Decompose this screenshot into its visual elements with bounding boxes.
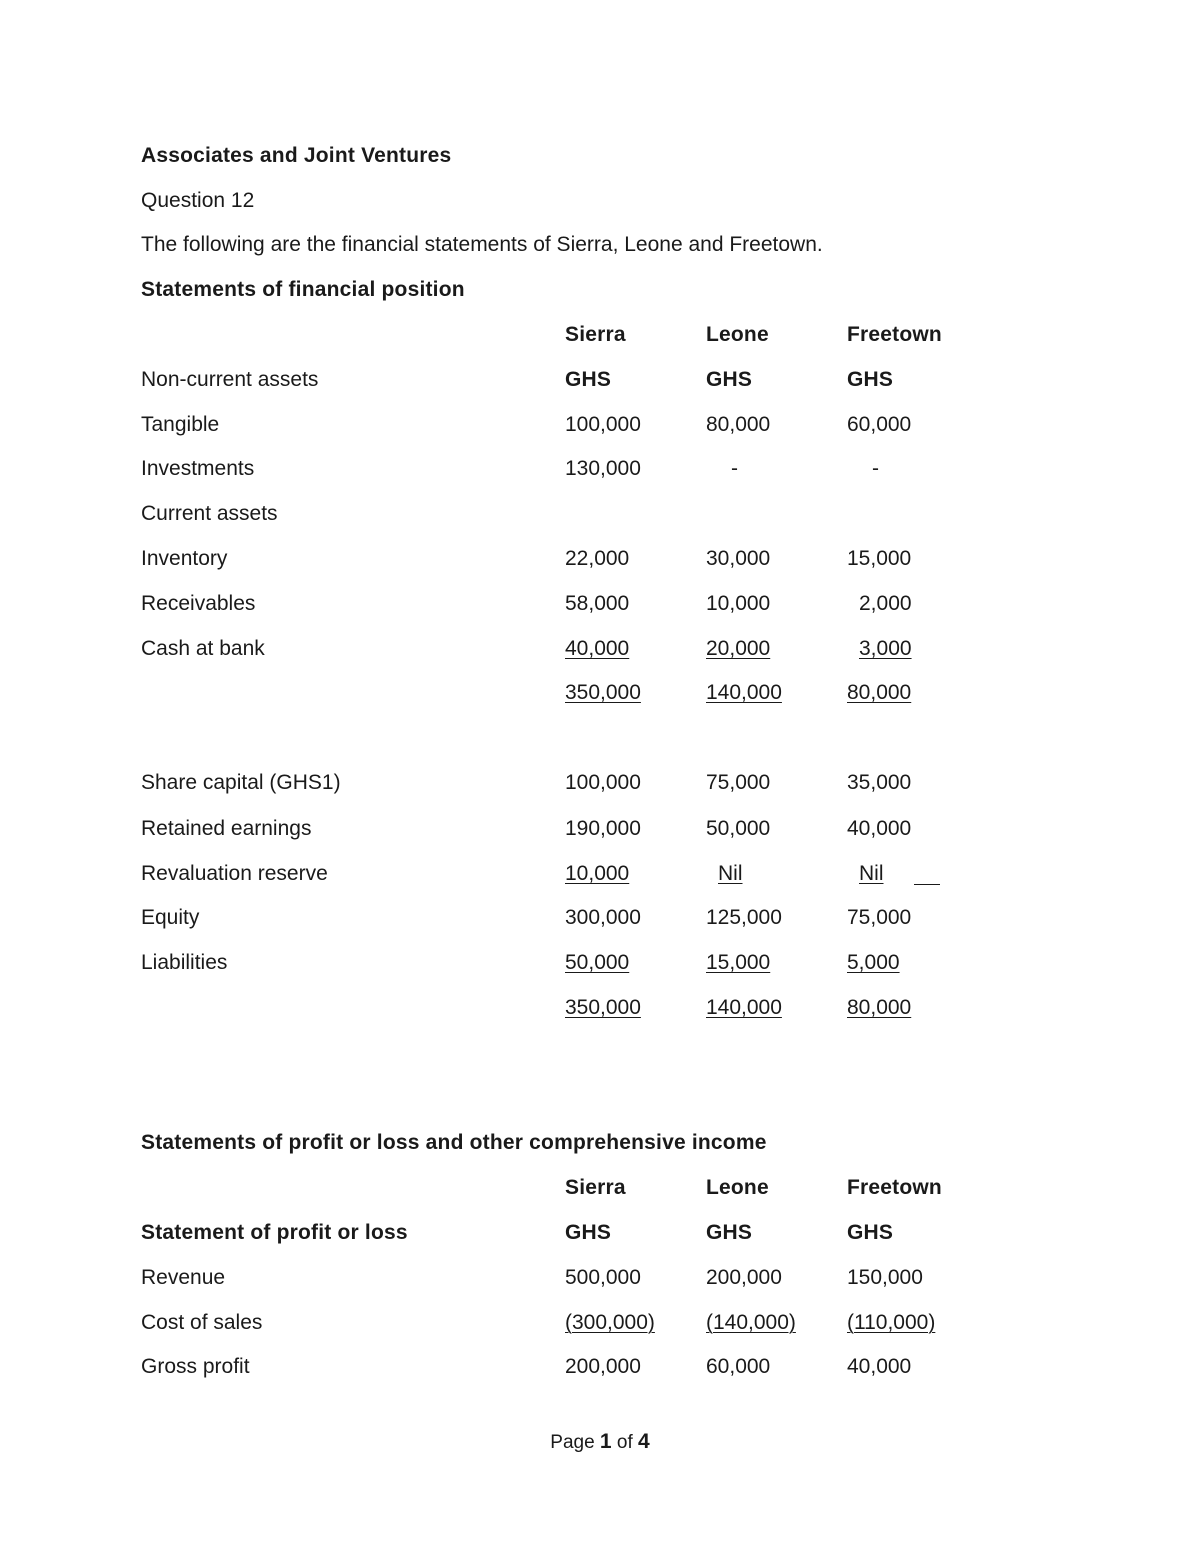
total-sierra: 350,000	[565, 996, 641, 1019]
table-row	[0, 770, 1200, 796]
value-leone: 80,000	[706, 413, 771, 436]
table-row	[0, 1310, 1200, 1336]
currency-sierra: GHS	[565, 368, 612, 391]
value-leone: -	[731, 457, 738, 480]
table-row	[0, 816, 1200, 842]
col-header-leone: Leone	[706, 1176, 769, 1199]
sofp-header-row	[0, 322, 1200, 348]
table-row	[0, 950, 1200, 976]
row-label: Equity	[141, 906, 200, 929]
col-header-freetown: Freetown	[847, 1176, 942, 1199]
table-row	[0, 412, 1200, 438]
currency-leone: GHS	[706, 368, 753, 391]
total-freetown: 80,000	[847, 681, 912, 704]
row-label: Receivables	[141, 592, 256, 615]
row-label: Cost of sales	[141, 1311, 263, 1334]
value-sierra: 300,000	[565, 906, 641, 929]
value-leone: (140,000)	[706, 1311, 796, 1334]
question-number: Question 12	[141, 189, 255, 212]
value-freetown: 40,000	[847, 817, 912, 840]
value-freetown: 150,000	[847, 1266, 923, 1289]
intro-text: The following are the financial statements of Sierra, Leone and Freetown.	[141, 233, 823, 256]
col-header-freetown: Freetown	[847, 323, 942, 346]
value-sierra: 58,000	[565, 592, 630, 615]
total-freetown: 80,000	[847, 996, 912, 1019]
sofp-title: Statements of financial position	[141, 278, 465, 301]
currency-freetown: GHS	[847, 1221, 894, 1244]
currency-leone: GHS	[706, 1221, 753, 1244]
value-sierra: 200,000	[565, 1355, 641, 1378]
value-freetown: 15,000	[847, 547, 912, 570]
row-label: Retained earnings	[141, 817, 312, 840]
row-label: Inventory	[141, 547, 228, 570]
total-row	[0, 995, 1200, 1021]
table-row	[0, 861, 1200, 887]
row-label: Liabilities	[141, 951, 228, 974]
value-leone: 30,000	[706, 547, 771, 570]
total-sierra: 350,000	[565, 681, 641, 704]
value-leone: 10,000	[706, 592, 771, 615]
value-freetown: 2,000	[859, 592, 912, 615]
row-label: Current assets	[141, 502, 278, 525]
value-leone: Nil	[718, 862, 743, 885]
row-label: Revenue	[141, 1266, 226, 1289]
table-row	[0, 636, 1200, 662]
col-header-leone: Leone	[706, 323, 769, 346]
value-leone: 200,000	[706, 1266, 782, 1289]
table-row	[0, 546, 1200, 572]
value-freetown: 40,000	[847, 1355, 912, 1378]
value-leone: 125,000	[706, 906, 782, 929]
total-pages-number: 4	[638, 1430, 650, 1453]
page-footer	[0, 1430, 1200, 1455]
table-row	[0, 591, 1200, 617]
value-sierra: (300,000)	[565, 1311, 655, 1334]
value-freetown: 35,000	[847, 771, 912, 794]
sopl-title: Statements of profit or loss and other comprehensive income	[141, 1131, 767, 1154]
value-freetown: 60,000	[847, 413, 912, 436]
row-label: Non-current assets	[141, 368, 319, 391]
page-word: Page	[550, 1432, 595, 1453]
row-label: Investments	[141, 457, 255, 480]
sopl-currency-row	[0, 1220, 1200, 1246]
value-sierra: 130,000	[565, 457, 641, 480]
value-sierra: 100,000	[565, 413, 641, 436]
of-word: of	[616, 1432, 633, 1453]
table-row	[0, 1265, 1200, 1291]
table-row	[0, 501, 1200, 527]
value-sierra: 100,000	[565, 771, 641, 794]
value-leone: 15,000	[706, 951, 771, 974]
currency-sierra: GHS	[565, 1221, 612, 1244]
currency-freetown: GHS	[847, 368, 894, 391]
sofp-currency-row	[0, 367, 1200, 393]
sopl-header-row	[0, 1175, 1200, 1201]
underline-rule	[914, 884, 940, 885]
value-freetown: 75,000	[847, 906, 912, 929]
total-row	[0, 680, 1200, 706]
row-label: Tangible	[141, 413, 220, 436]
value-freetown: (110,000)	[847, 1311, 936, 1334]
table-row	[0, 456, 1200, 482]
value-sierra: 40,000	[565, 637, 630, 660]
current-page-number: 1	[599, 1430, 612, 1453]
row-label: Revaluation reserve	[141, 862, 328, 885]
document-heading: Associates and Joint Ventures	[141, 144, 452, 167]
row-label: Share capital (GHS1)	[141, 771, 341, 794]
value-freetown: -	[872, 457, 879, 480]
value-sierra: 50,000	[565, 951, 630, 974]
value-sierra: 10,000	[565, 862, 630, 885]
value-leone: 75,000	[706, 771, 771, 794]
row-label: Cash at bank	[141, 637, 265, 660]
value-freetown: Nil	[859, 862, 884, 885]
table-row	[0, 1354, 1200, 1380]
value-leone: 60,000	[706, 1355, 771, 1378]
col-header-sierra: Sierra	[565, 323, 626, 346]
col-header-sierra: Sierra	[565, 1176, 626, 1199]
value-freetown: 5,000	[847, 951, 900, 974]
sopl-subtitle: Statement of profit or loss	[141, 1221, 408, 1244]
total-leone: 140,000	[706, 996, 782, 1019]
table-row	[0, 905, 1200, 931]
value-sierra: 190,000	[565, 817, 641, 840]
row-label: Gross profit	[141, 1355, 250, 1378]
total-leone: 140,000	[706, 681, 782, 704]
value-leone: 20,000	[706, 637, 771, 660]
value-leone: 50,000	[706, 817, 771, 840]
value-sierra: 22,000	[565, 547, 630, 570]
value-freetown: 3,000	[859, 637, 912, 660]
value-sierra: 500,000	[565, 1266, 641, 1289]
